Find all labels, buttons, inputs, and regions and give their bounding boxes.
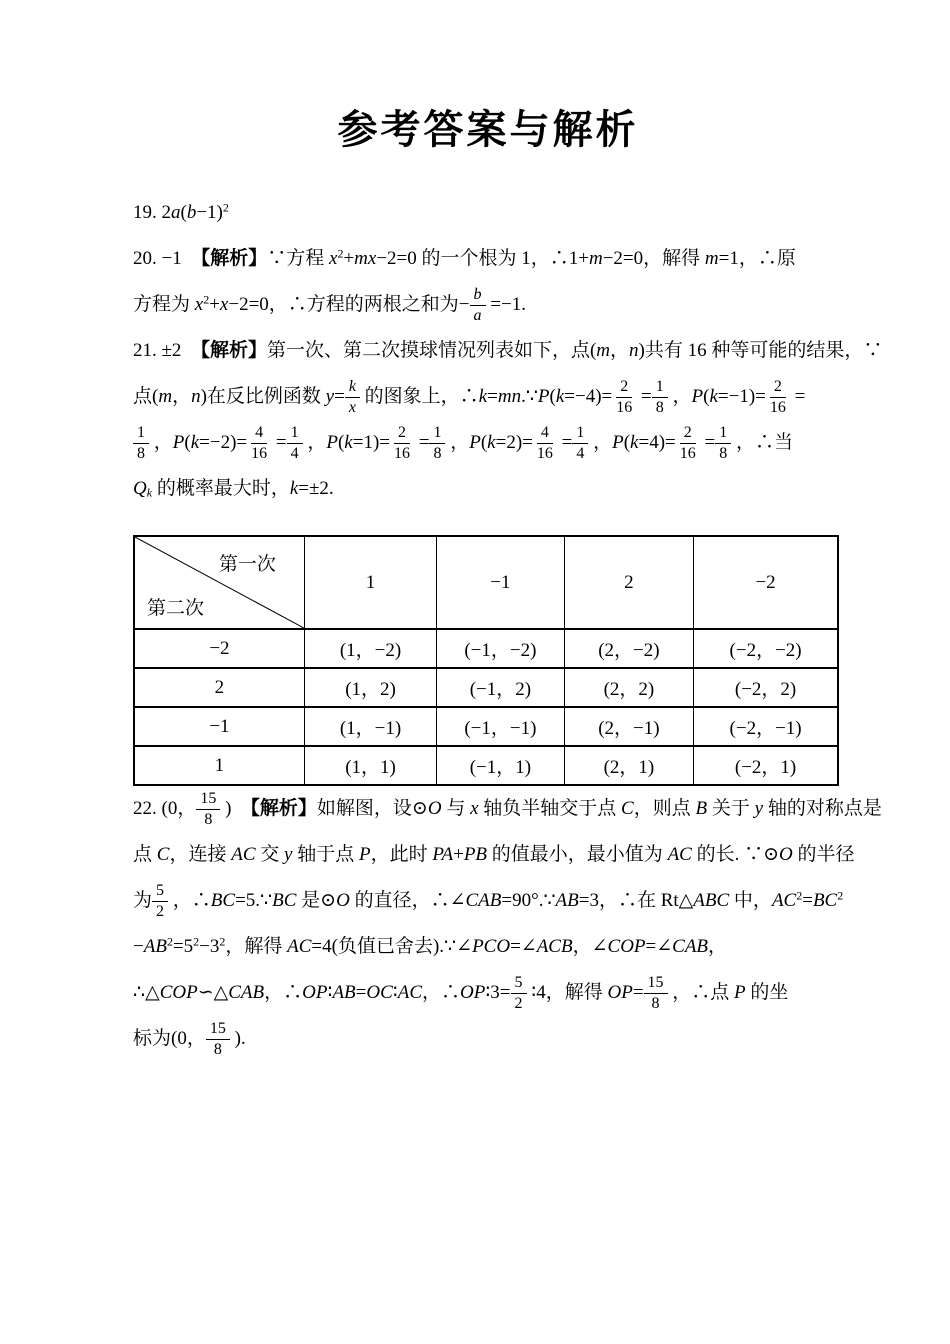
table-corner-cell xyxy=(134,536,304,629)
corner-label-first-draw: 第一次 xyxy=(218,554,276,575)
corner-label-second-draw: 第二次 xyxy=(147,598,205,619)
answer-line: 点(m，n)在反比例函数 y= $\frac{k}{x}$ 的图象上，∴k=mn.∵P(k=−4)= $\frac{2}{16}$ = $\frac{1}{8}$ ，P(k=−1)= $\frac{2}{16}$ = xyxy=(133,378,806,417)
table-cell: (−2，2) xyxy=(694,668,838,707)
answer-line: 19. $2a(b-1)^2$ xyxy=(133,200,229,223)
table-cell: (−1，−2) xyxy=(437,629,564,668)
answer-line: 21. ±2 【解析】第一次、第二次摸球情况列表如下，点(m，n)共有 16 种等可能的结果，∵ xyxy=(133,340,883,361)
table-cell: (−1，−1) xyxy=(437,707,564,746)
row-header: 2 xyxy=(134,668,304,707)
table-cell: (2，−2) xyxy=(564,629,694,668)
answer-item-19 xyxy=(133,190,843,236)
table-cell: (1，1) xyxy=(304,746,436,785)
answer-item-21 xyxy=(133,328,883,512)
answer-line: 点 C，连接 AC 交 y 轴于点 P，此时 PA+PB 的值最小，最小值为 AC 的长. ∵⊙O 的半径 xyxy=(133,844,855,865)
table-cell: (1，2) xyxy=(304,668,436,707)
answer-line: $\frac{1}{8}$ ，P(k=−2)= $\frac{4}{16}$ = $\frac{1}{4}$ ，P(k=1)= $\frac{2}{16}$ = $\frac{1}{8}$ ，P(k=2)= $\frac{4}{16}$ = $\frac{1}{4}$ ，P(k=4)= $\frac{2}{16}$ = $\frac{1}{8}$ ，∴当 xyxy=(133,420,843,466)
table-cell: (−2，−1) xyxy=(694,707,838,746)
table-cell: (−2，1) xyxy=(694,746,838,785)
answer-item-20 xyxy=(133,236,843,328)
table-cell: (−1，2) xyxy=(437,668,564,707)
table-cell: (1，−1) xyxy=(304,707,436,746)
col-header: 2 xyxy=(564,536,694,629)
answer-line: 22. (0， $\frac{15}{8}$ ) 【解析】如解图，设⊙O 与 x 轴负半轴交于点 C，则点 B 关于 y 轴的对称点是 xyxy=(133,790,882,829)
answer-line: 为 $\frac{5}{2}$ ，∴BC=5.∵BC 是⊙O 的直径，∴∠CAB=90°.∵AB=3，∴在 Rt△ABC 中，$AC^2=BC^2$ xyxy=(133,882,844,921)
row-header: −1 xyxy=(134,707,304,746)
row-header: 1 xyxy=(134,746,304,785)
table-cell: (−1，1) xyxy=(437,746,564,785)
table-cell: (2，1) xyxy=(564,746,694,785)
answer-line: 标为(0， $\frac{15}{8}$ ). xyxy=(133,1020,246,1059)
table-cell: (2，−1) xyxy=(564,707,694,746)
answer-item-22 xyxy=(133,786,882,1062)
page-title: 参考答案与解析 xyxy=(337,108,639,152)
row-header: −2 xyxy=(134,629,304,668)
col-header: 1 xyxy=(304,536,436,629)
table-row xyxy=(134,707,838,746)
table-cell: (1，−2) xyxy=(304,629,436,668)
table-row xyxy=(134,746,838,785)
col-header: −2 xyxy=(694,536,838,629)
table-header-row xyxy=(134,536,838,629)
answer-line: ∴△COP∽△CAB，∴OP∶AB=OC∶AC，∴OP∶3= $\frac{5}{2}$ ∶4，解得 OP= $\frac{15}{8}$ ，∴点 P 的坐 xyxy=(133,974,789,1013)
table-row xyxy=(134,629,838,668)
answer-line: 方程为 $x^2+x-2=0$，∴方程的两根之和为− $\frac{b}{a}$ =−1. xyxy=(133,286,526,325)
answer-line: $-AB^2=5^2-3^2$，解得 AC=4(负值已舍去).∵∠PCO=∠ACB，∠COP=∠CAB， xyxy=(133,934,728,957)
table-cell: (2，2) xyxy=(564,668,694,707)
table-cell: (−2，−2) xyxy=(694,629,838,668)
col-header: −1 xyxy=(437,536,564,629)
outcomes-table xyxy=(133,535,839,786)
table-row xyxy=(134,668,838,707)
answer-line: $Q_k$ 的概率最大时，k=±2. xyxy=(133,478,334,500)
answer-line: 20. −1 【解析】∵方程 $x^2+mx-2=0$ 的一个根为 1，∴1+m−2=0，解得 m=1，∴原 xyxy=(133,246,796,269)
